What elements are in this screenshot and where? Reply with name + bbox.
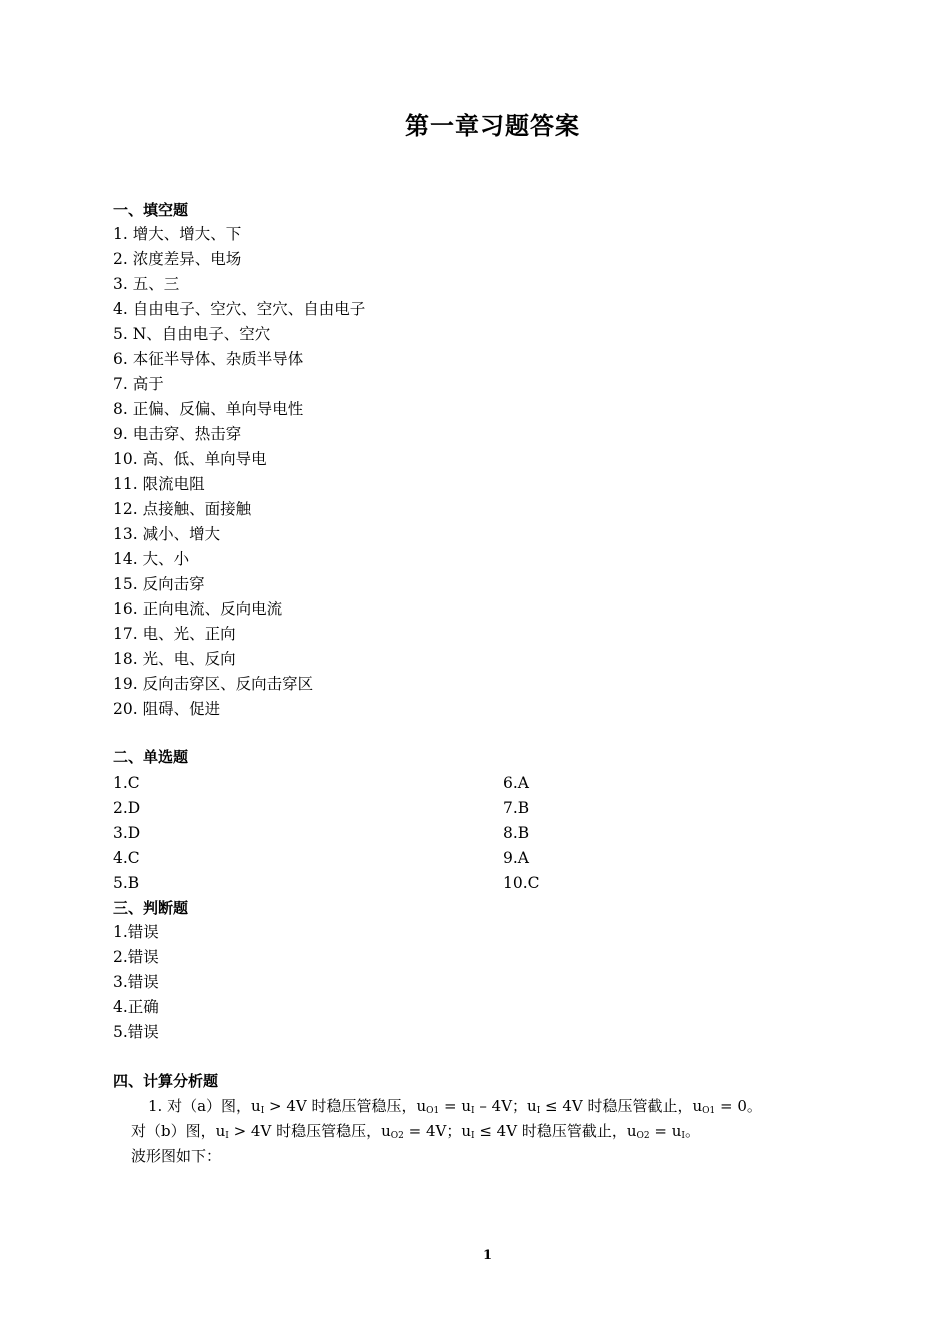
fill-item: 2. 浓度差异、电场 [113,250,242,268]
fill-item: 18. 光、电、反向 [113,650,236,668]
calc-line-a: 1. 对（a）图，$u_I > 4V$ 时稳压管稳压，$u_{O1} = u_I - 4V$；$u_I \le 4V$ 时稳压管截止，$u_{O1} = 0$。 [148,1097,762,1116]
fill-item: 12. 点接触、面接触 [113,500,252,518]
single-item: 2.D [113,799,141,817]
judge-item: 1.错误 [113,923,159,941]
calc-line-b: 对（b）图，$u_I > 4V$ 时稳压管稳压，$u_{O2} = 4V$；$u_I \le 4V$ 时稳压管截止，$u_{O2} = u_I$。 [131,1122,700,1141]
fill-item: 7. 高于 [113,375,164,393]
page-number: 1 [482,1248,493,1263]
section-heading-single: 二、单选题 [113,748,189,766]
single-item: 7.B [503,799,530,817]
judge-item: 2.错误 [113,948,159,966]
single-item: 1.C [113,774,140,792]
fill-item: 17. 电、光、正向 [113,625,236,643]
section-heading-fill: 一、填空题 [113,201,189,219]
fill-item: 15. 反向击穿 [113,575,205,593]
single-item: 3.D [113,824,141,842]
section-heading-calc: 四、计算分析题 [113,1072,219,1090]
fill-item: 8. 正偏、反偏、单向导电性 [113,400,304,418]
fill-item: 11. 限流电阻 [113,475,205,493]
single-item: 9.A [503,849,529,867]
judge-item: 3.错误 [113,973,159,991]
fill-item: 6. 本征半导体、杂质半导体 [113,350,304,368]
single-item: 4.C [113,849,140,867]
fill-item: 3. 五、三 [113,275,180,293]
fill-item: 4. 自由电子、空穴、空穴、自由电子 [113,300,366,318]
fill-item: 16. 正向电流、反向电流 [113,600,283,618]
fill-item: 19. 反向击穿区、反向击穿区 [113,675,314,693]
single-item: 5.B [113,874,140,892]
section-heading-judge: 三、判断题 [113,899,189,917]
single-item: 10.C [503,874,540,892]
fill-item: 14. 大、小 [113,550,190,568]
single-item: 6.A [503,774,529,792]
fill-item: 1. 增大、增大、下 [113,225,242,243]
fill-item: 10. 高、低、单向导电 [113,450,267,468]
fill-item: 9. 电击穿、热击穿 [113,425,242,443]
fill-item: 5. N、自由电子、空穴 [113,325,271,343]
page-title: 第一章习题答案 [405,112,580,140]
fill-item: 13. 减小、增大 [113,525,221,543]
single-item: 8.B [503,824,530,842]
judge-item: 5.错误 [113,1023,159,1041]
calc-line-waveform: 波形图如下： [131,1147,222,1165]
judge-item: 4.正确 [113,998,159,1016]
fill-item: 20. 阻碍、促进 [113,700,221,718]
